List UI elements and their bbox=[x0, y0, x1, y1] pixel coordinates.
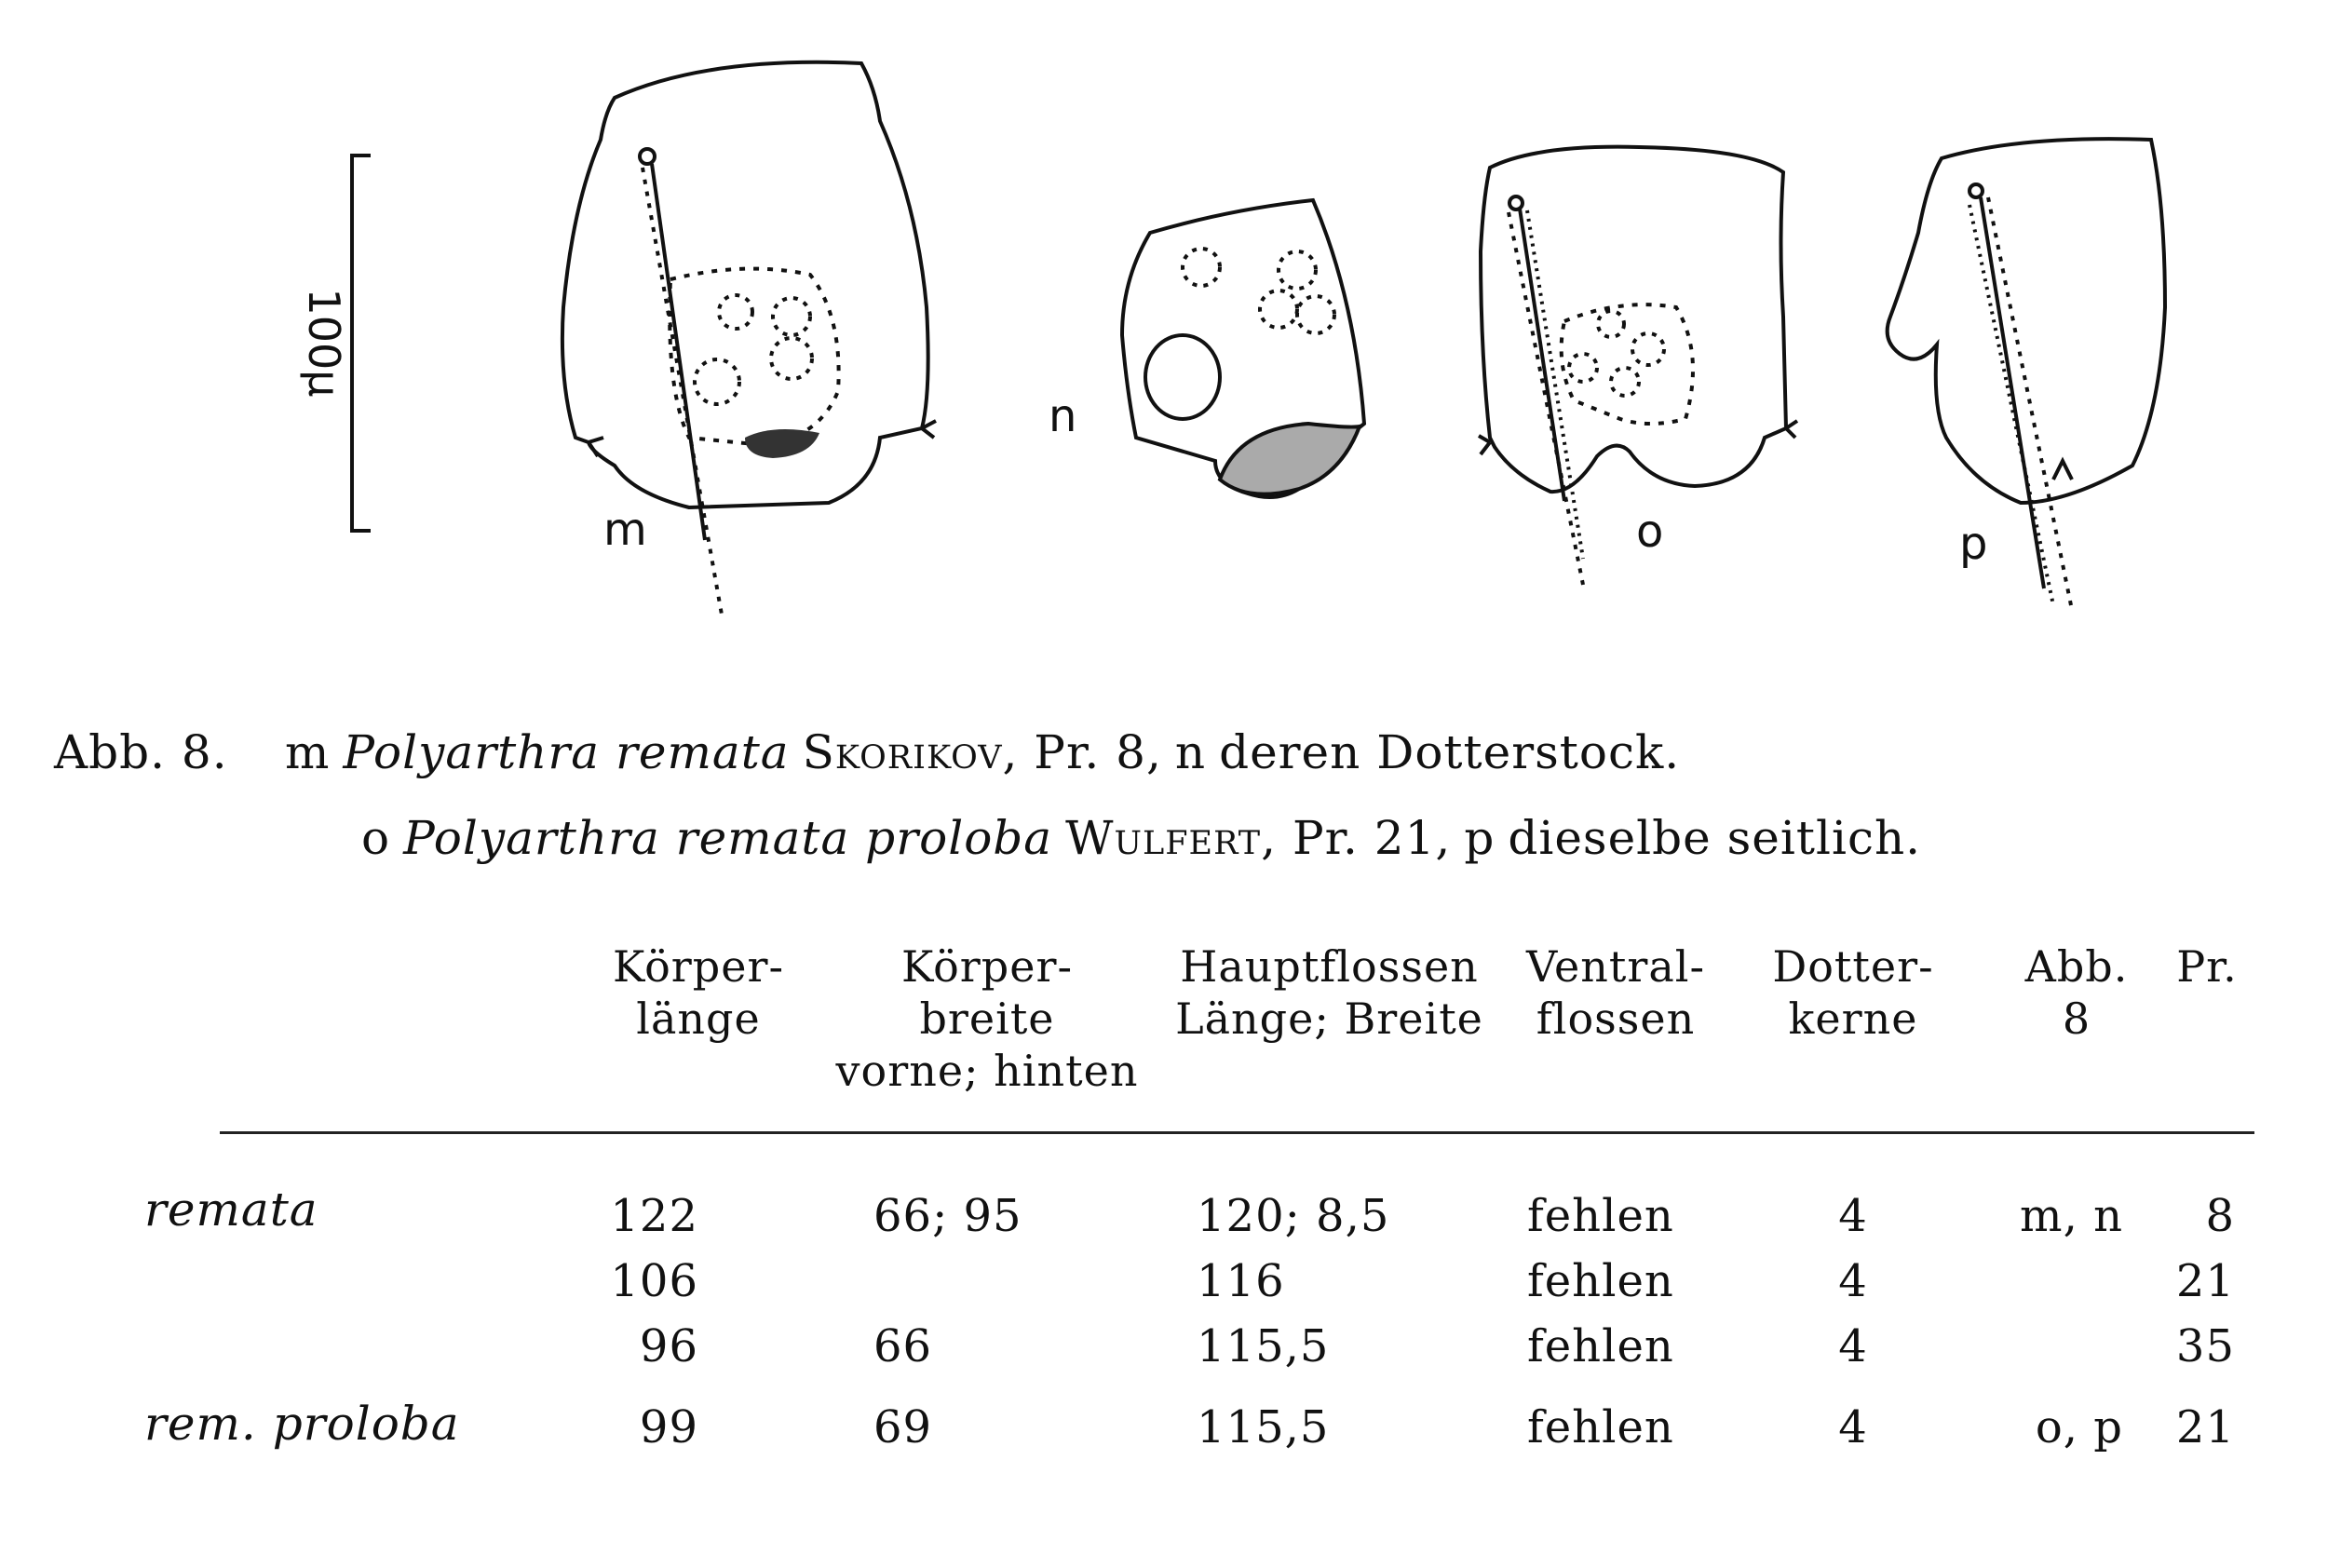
cell-breite: 66 bbox=[873, 1320, 933, 1372]
header-pr: Pr. bbox=[2176, 941, 2238, 992]
panel-label-o: o bbox=[1636, 506, 1664, 558]
caption-letter-p: p bbox=[1464, 811, 1496, 865]
row-name-rem-proloba: rem. proloba bbox=[144, 1397, 460, 1451]
cell-dotterkerne: 4 bbox=[1838, 1320, 1868, 1372]
cell-abb: o, p bbox=[2035, 1401, 2123, 1453]
cell-laenge: 99 bbox=[639, 1401, 698, 1453]
caption-letter-o: o bbox=[361, 811, 391, 865]
cell-ventral: fehlen bbox=[1527, 1255, 1674, 1307]
caption-author-2: Wulfert bbox=[1065, 811, 1262, 865]
cell-breite: 66; 95 bbox=[873, 1190, 1022, 1242]
cell-pr: 8 bbox=[2205, 1190, 2235, 1242]
panel-label-p: p bbox=[1959, 518, 1988, 570]
caption-letter-n: n bbox=[1174, 725, 1207, 779]
cell-breite: 69 bbox=[873, 1401, 933, 1453]
table-rule bbox=[220, 1131, 2254, 1134]
caption-species-2: Polyarthra remata proloba bbox=[403, 811, 1053, 865]
cell-pr: 35 bbox=[2175, 1320, 2235, 1372]
cell-dotterkerne: 4 bbox=[1838, 1401, 1868, 1453]
header-koerperlaenge: Körper- länge bbox=[612, 941, 784, 1044]
cell-abb: m, n bbox=[2020, 1190, 2123, 1242]
cell-ventral: fehlen bbox=[1527, 1190, 1674, 1242]
cell-hauptflossen: 115,5 bbox=[1197, 1320, 1330, 1372]
header-hauptflossen: Hauptflossen Länge; Breite bbox=[1175, 941, 1483, 1044]
cell-hauptflossen: 120; 8,5 bbox=[1197, 1190, 1390, 1242]
panel-label-n: n bbox=[1049, 390, 1077, 442]
cell-hauptflossen: 116 bbox=[1197, 1255, 1285, 1307]
cell-hauptflossen: 115,5 bbox=[1197, 1401, 1330, 1453]
caption-probe-1: , Pr. 8, bbox=[1002, 725, 1162, 779]
caption-letter-m: m bbox=[285, 725, 331, 779]
cell-laenge: 122 bbox=[610, 1190, 698, 1242]
row-name-remata: remata bbox=[144, 1183, 318, 1237]
cell-ventral: fehlen bbox=[1527, 1320, 1674, 1372]
cell-laenge: 106 bbox=[610, 1255, 698, 1307]
caption-rest-1: deren Dotterstock. bbox=[1219, 725, 1681, 779]
scale-bar-label: 100µ bbox=[299, 288, 349, 398]
header-ventralflossen: Ventral- flossen bbox=[1526, 941, 1705, 1044]
caption-species-1: Polyarthra remata bbox=[343, 725, 790, 779]
panel-label-m: m bbox=[603, 504, 647, 556]
cell-pr: 21 bbox=[2175, 1255, 2235, 1307]
cell-dotterkerne: 4 bbox=[1838, 1255, 1868, 1307]
cell-dotterkerne: 4 bbox=[1838, 1190, 1868, 1242]
caption-probe-2: , Pr. 21, bbox=[1261, 811, 1452, 865]
cell-ventral: fehlen bbox=[1527, 1401, 1674, 1453]
caption-rest-2: dieselbe seitlich. bbox=[1508, 811, 1922, 865]
cell-laenge: 96 bbox=[639, 1320, 698, 1372]
header-koerperbreite: Körper- breite vorne; hinten bbox=[835, 941, 1139, 1096]
header-dotterkerne: Dotter- kerne bbox=[1772, 941, 1934, 1044]
header-abb: Abb. 8 bbox=[2024, 941, 2129, 1044]
caption-author-1: Skorikov bbox=[802, 725, 1003, 779]
cell-pr: 21 bbox=[2175, 1401, 2235, 1453]
caption-abb: Abb. 8. bbox=[54, 725, 228, 779]
